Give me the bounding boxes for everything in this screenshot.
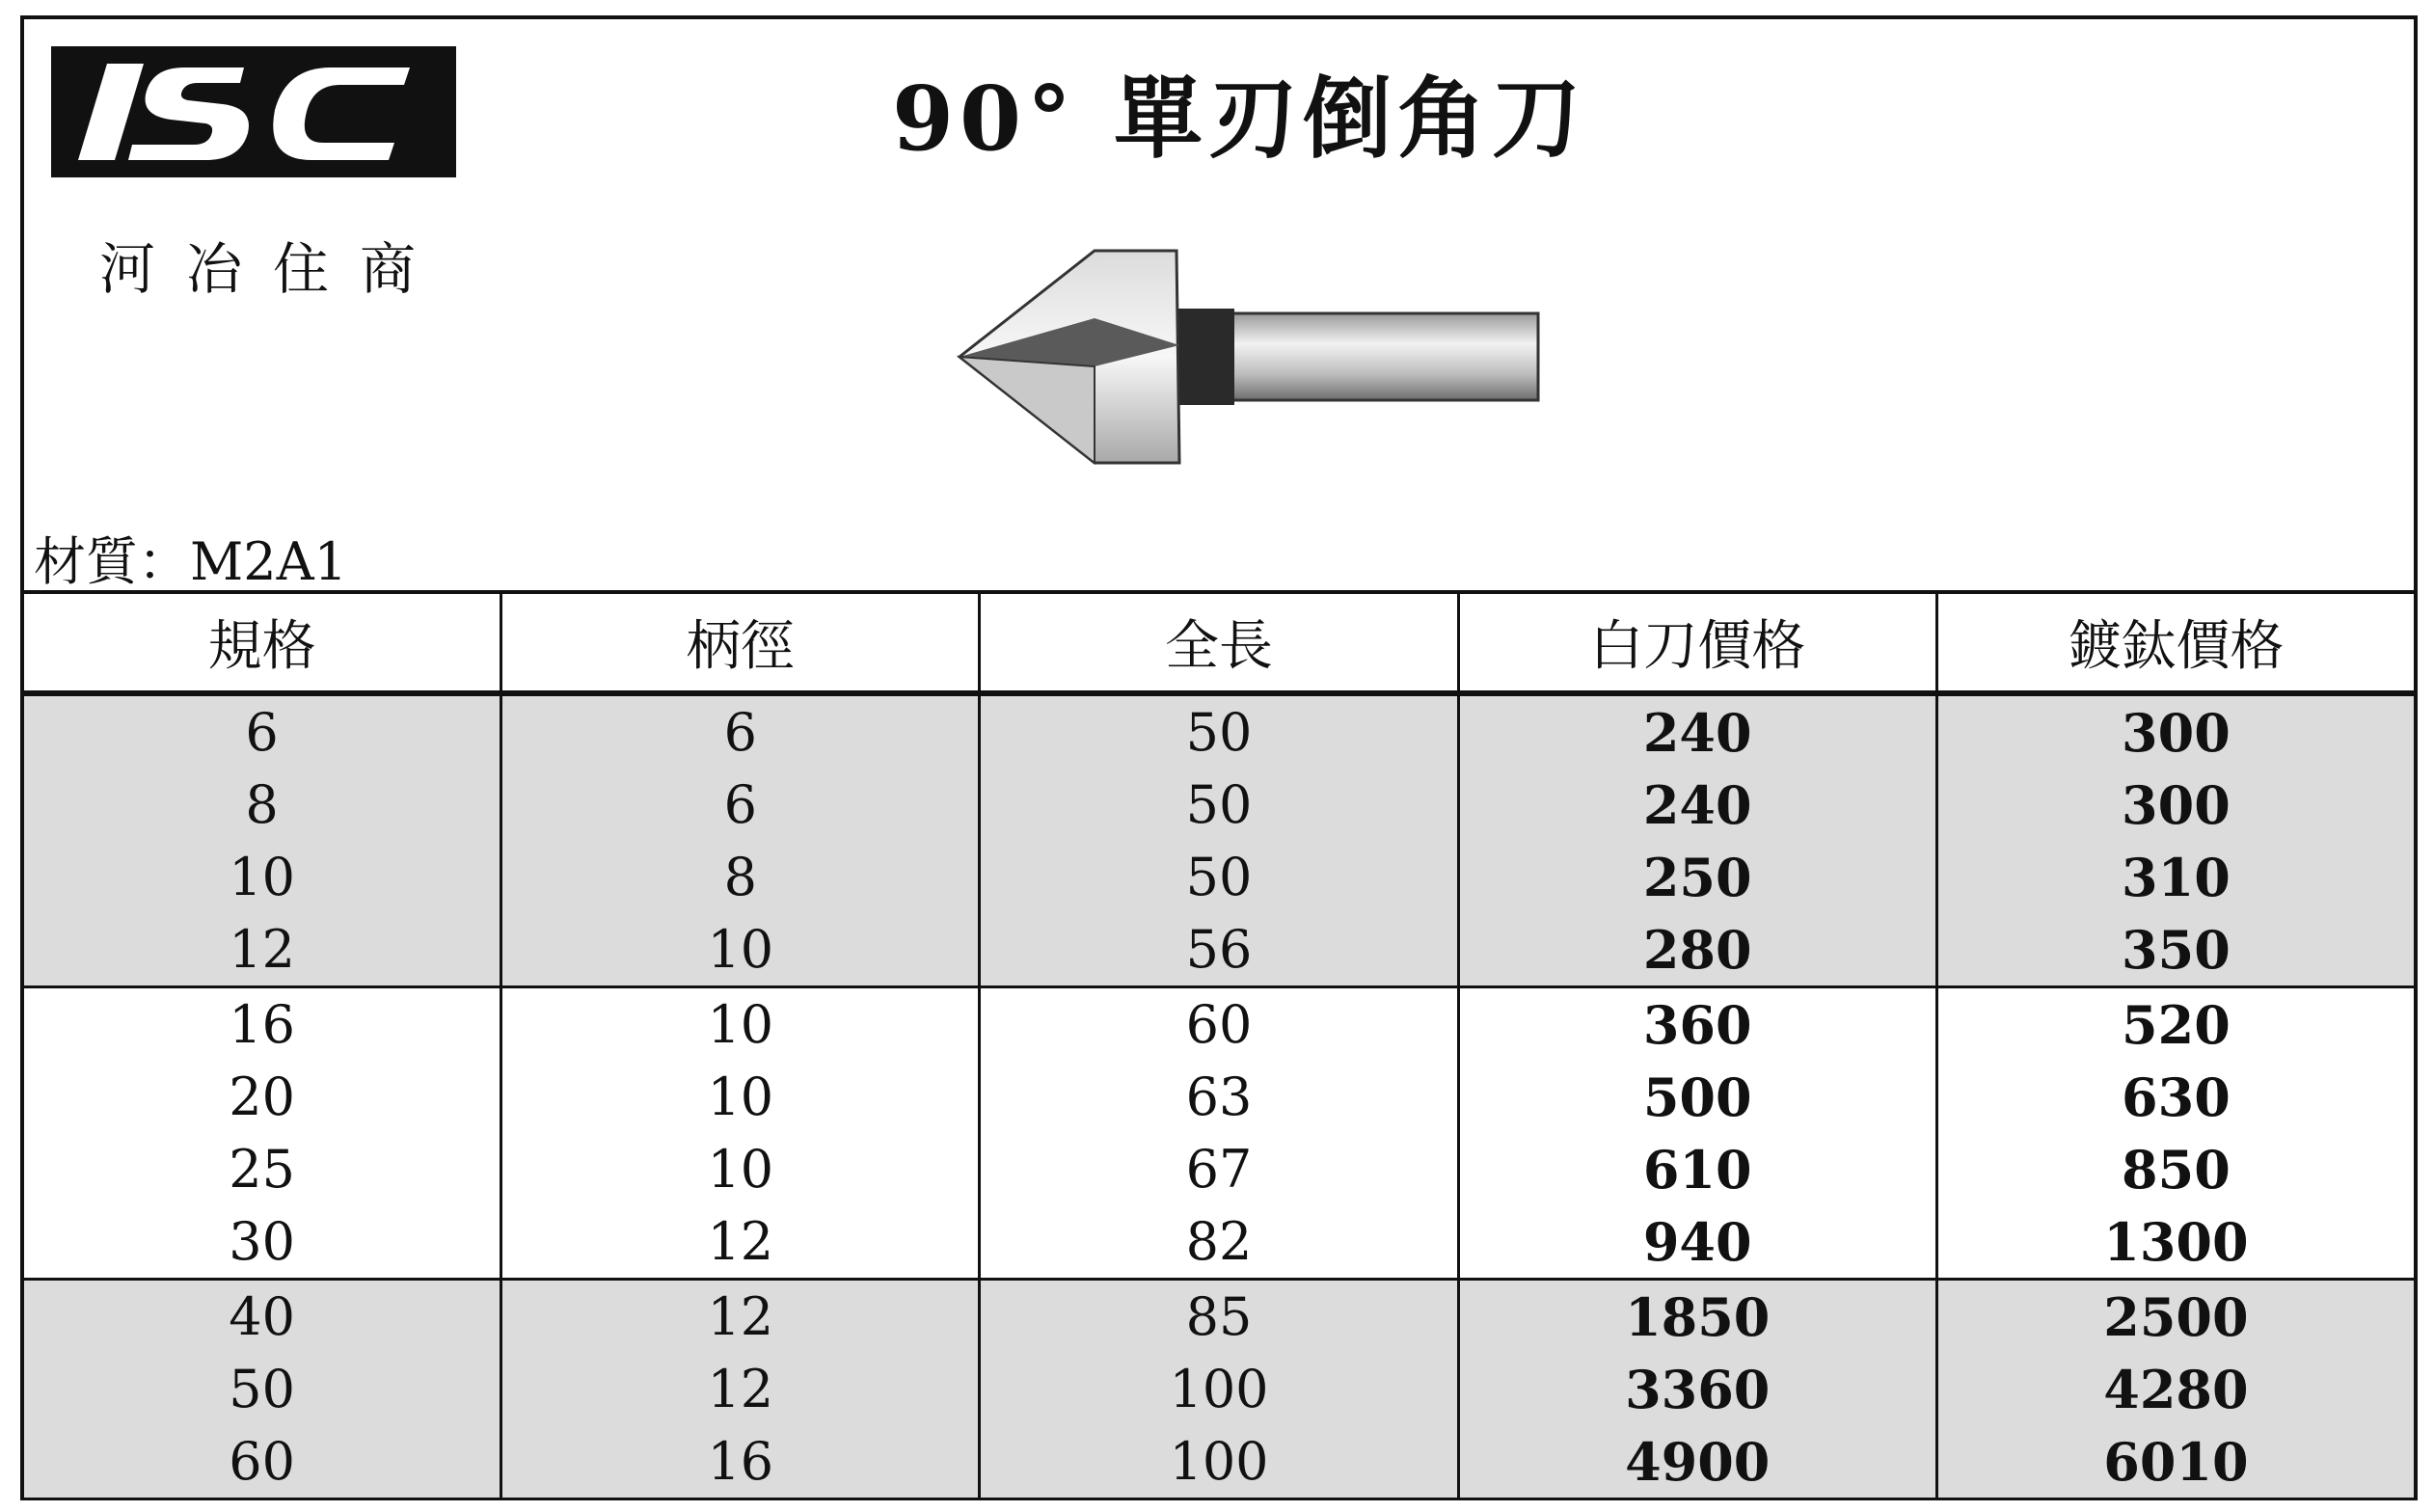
cell-size: 40	[229, 1286, 295, 1347]
column-header-overall-length: 全長	[978, 594, 1456, 690]
material-label: 材質：M2A1	[34, 531, 348, 592]
cell-shank-diameter: 10	[500, 988, 978, 1061]
table-row	[24, 1353, 2414, 1425]
cell-size: 6	[245, 702, 279, 763]
cell-tin-coated-price: 1300	[1935, 1205, 2414, 1278]
company-name: 河冶住商	[99, 236, 447, 302]
isc-logo	[51, 46, 456, 177]
cell-bright-price: 500	[1457, 1061, 1935, 1133]
table-row	[24, 1425, 2414, 1498]
chamfer-cutter-image	[931, 222, 1557, 472]
cell-bright-price: 240	[1457, 769, 1935, 841]
cell-size: 50	[229, 1359, 295, 1419]
product-sheet	[20, 15, 2418, 1500]
cell-shank-diameter: 10	[500, 1133, 978, 1205]
cell-bright-price: 1850	[1457, 1281, 1935, 1353]
cell-tin-coated-price: 300	[1935, 696, 2414, 769]
cell-overall-length: 100	[978, 1353, 1456, 1425]
table-row	[24, 769, 2414, 841]
cell-size: 60	[229, 1431, 295, 1492]
spec-price-table	[24, 590, 2414, 1500]
cell-bright-price: 240	[1457, 696, 1935, 769]
cell-bright-price: 4900	[1457, 1425, 1935, 1498]
cell-overall-length: 63	[978, 1061, 1456, 1133]
cell-tin-coated-price: 350	[1935, 913, 2414, 986]
cell-shank-diameter: 6	[500, 769, 978, 841]
column-header-shank-diameter: 柄徑	[500, 594, 978, 690]
cell-shank-diameter: 12	[500, 1281, 978, 1353]
table-row	[24, 988, 2414, 1061]
cell-size: 16	[229, 994, 295, 1055]
cell-overall-length: 56	[978, 913, 1456, 986]
table-row	[24, 1133, 2414, 1205]
cell-bright-price: 3360	[1457, 1353, 1935, 1425]
cell-size: 8	[245, 774, 279, 835]
cell-overall-length: 100	[978, 1425, 1456, 1498]
cell-tin-coated-price: 850	[1935, 1133, 2414, 1205]
cell-shank-diameter: 12	[500, 1353, 978, 1425]
cell-size: 10	[229, 847, 295, 907]
column-header-bright-price: 白刀價格	[1457, 594, 1935, 690]
cell-shank-diameter: 10	[500, 1061, 978, 1133]
table-row	[24, 841, 2414, 913]
cell-shank-diameter: 12	[500, 1205, 978, 1278]
cell-tin-coated-price: 6010	[1935, 1425, 2414, 1498]
cell-overall-length: 82	[978, 1205, 1456, 1278]
cell-shank-diameter: 16	[500, 1425, 978, 1498]
column-header-tin-coated-price: 鍍鈦價格	[1935, 594, 2414, 690]
table-row-group	[24, 696, 2414, 988]
table-header-row	[24, 590, 2414, 696]
cell-tin-coated-price: 310	[1935, 841, 2414, 913]
page-title: 90° 單刃倒角刀	[892, 67, 1587, 171]
cell-tin-coated-price: 630	[1935, 1061, 2414, 1133]
cell-tin-coated-price: 300	[1935, 769, 2414, 841]
cell-shank-diameter: 8	[500, 841, 978, 913]
cell-tin-coated-price: 4280	[1935, 1353, 2414, 1425]
cell-tin-coated-price: 2500	[1935, 1281, 2414, 1353]
table-row	[24, 913, 2414, 986]
cell-bright-price: 360	[1457, 988, 1935, 1061]
cell-overall-length: 50	[978, 696, 1456, 769]
column-header-size: 規格	[207, 615, 316, 678]
cell-overall-length: 60	[978, 988, 1456, 1061]
table-row-group	[24, 1281, 2414, 1500]
cell-size: 12	[229, 919, 295, 980]
cell-size: 25	[229, 1139, 295, 1200]
cell-overall-length: 50	[978, 841, 1456, 913]
cell-bright-price: 250	[1457, 841, 1935, 913]
cell-size: 30	[229, 1211, 295, 1272]
table-row	[24, 1061, 2414, 1133]
cell-bright-price: 280	[1457, 913, 1935, 986]
table-row	[24, 1281, 2414, 1353]
cell-size: 20	[229, 1066, 295, 1127]
table-row	[24, 1205, 2414, 1278]
table-row	[24, 696, 2414, 769]
cell-tin-coated-price: 520	[1935, 988, 2414, 1061]
cell-bright-price: 940	[1457, 1205, 1935, 1278]
cell-shank-diameter: 10	[500, 913, 978, 986]
cell-overall-length: 50	[978, 769, 1456, 841]
cell-bright-price: 610	[1457, 1133, 1935, 1205]
cell-shank-diameter: 6	[500, 696, 978, 769]
cell-overall-length: 85	[978, 1281, 1456, 1353]
table-row-group	[24, 988, 2414, 1281]
cell-overall-length: 67	[978, 1133, 1456, 1205]
